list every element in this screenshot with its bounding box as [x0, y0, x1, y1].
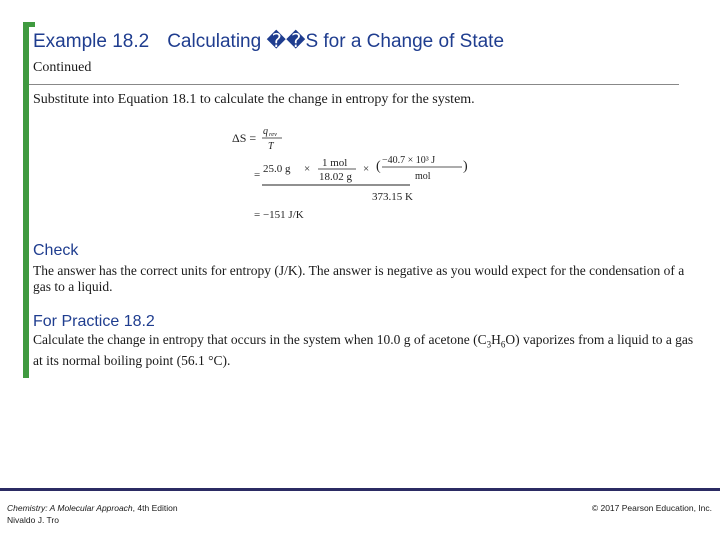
eq-dH: −40.7 × 10³ J: [382, 155, 436, 166]
check-heading: Check: [33, 242, 79, 259]
title-glyph: ��: [266, 31, 306, 52]
continued-label: Continued: [33, 60, 92, 75]
check-text: The answer has the correct units for entropy (J/K). The answer is negative as you would expect for the condensation of a gas to a liquid.: [33, 263, 685, 294]
eq-mol2: mol: [415, 171, 431, 182]
eq-mass: 25.0 g: [263, 163, 291, 175]
eq-paren-open: (: [376, 159, 381, 174]
accent-bar: [23, 22, 29, 378]
eq-T: T: [268, 141, 274, 152]
example-number: Example 18.2: [33, 31, 150, 52]
practice-heading: For Practice 18.2: [33, 313, 155, 330]
book-author: Nivaldo J. Tro: [7, 515, 59, 525]
eq-eq2: =: [254, 169, 261, 181]
eq-molar-mass: 18.02 g: [319, 171, 352, 183]
accent-bar-cap: [23, 22, 35, 27]
entropy-equation: [230, 122, 470, 227]
eq-mol1: 1 mol: [322, 157, 348, 169]
eq-q-sub: rev: [269, 131, 278, 138]
eq-paren-close: ): [463, 159, 468, 174]
eq-result: = −151 J/K: [254, 209, 304, 221]
eq-q: q: [263, 126, 268, 137]
footer-citation: [7, 502, 178, 526]
book-title: Chemistry: A Molecular Approach: [7, 503, 133, 513]
eq-temp: 373.15 K: [372, 191, 413, 203]
footer-divider: [0, 488, 720, 491]
title-rest: S for a Change of State: [305, 31, 505, 52]
eq-times1: ×: [304, 163, 311, 175]
practice-text: Calculate the change in entropy that occurs in the system when 10.0 g of acetone $(C_3H_6O)$ vaporizes from a liquid to a gas at its normal boiling point (56.1 °C).: [33, 332, 694, 368]
book-edition: , 4th Edition: [132, 503, 178, 513]
copyright: © 2017 Pearson Education, Inc.: [591, 503, 712, 513]
slide-title: [33, 30, 504, 53]
eq-lhs: ΔS =: [232, 131, 257, 145]
eq-times2: ×: [363, 163, 370, 175]
intro-text: Substitute into Equation 18.1 to calculate the change in entropy for the system.: [33, 92, 475, 107]
header-divider: [29, 84, 679, 85]
title-main: Calculating: [167, 31, 262, 52]
